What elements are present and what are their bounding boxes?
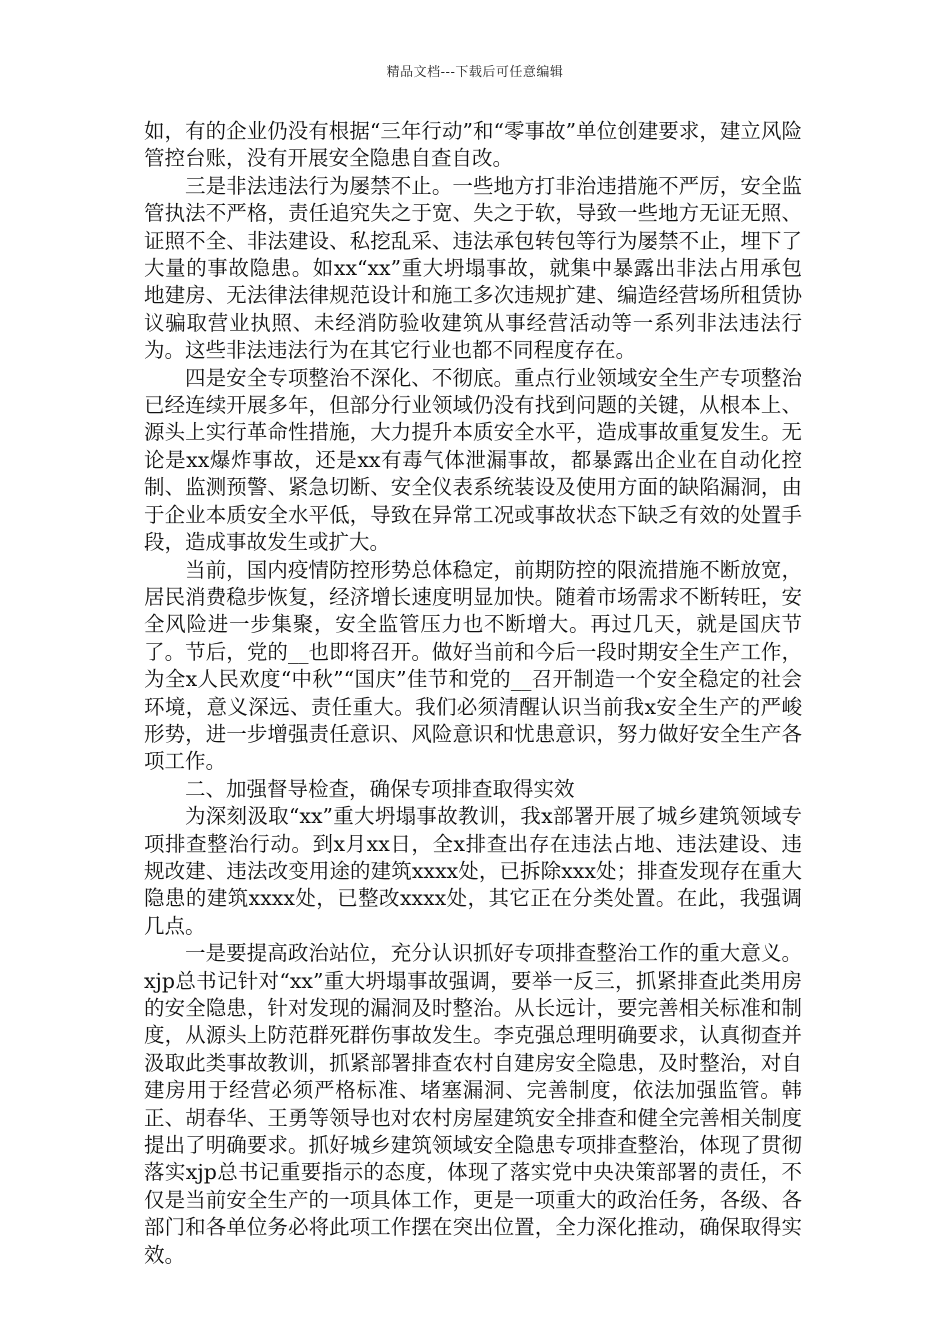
page-header: 精品文档---下载后可任意编辑 (386, 65, 564, 80)
paragraph-1: 如，有的企业仍没有根据“三年行动”和“零事故”单位创建要求，建立风险管控台账，没有开展安全隐患自查自改。 (144, 119, 802, 171)
paragraph-5: 为深刻汲取“xx”重大坍塌事故教训，我x部署开展了城乡建筑领域专项排查整治行动。到x月xx日，全x排查出存在违法占地、违法建设、违规改建、违法改变用途的建筑xxxx处，已拆除xxx处；排查发现存在重大隐患的建筑xxxx处，已整改xxxx处，其它正在分类处置。在此，我强调几点。 (144, 804, 802, 938)
paragraph-6: 一是要提高政治站位，充分认识抓好专项排查整治工作的重大意义。xjp总书记针对“xx”重大坍塌事故强调，要举一反三，抓紧排查此类用房的安全隐患，针对发现的漏洞及时整治。从长远计，要完善相关标准和制度，从源头上防范群死群伤事故发生。李克强总理明确要求，认真彻查并汲取此类事故教训，抓紧部署排查农村自建房安全隐患，及时整治，对自建房用于经营必须严格标准、堵塞漏洞、完善制度，依法加强监管。韩正、胡春华、王勇等领导也对农村房屋建筑安全排查和健全完善相关制度提出了明确要求。抓好城乡建筑领域安全隐患专项排查整治，体现了贯彻落实xjp总书记重要指示的态度，体现了落实党中央决策部署的责任，不仅是当前安全生产的一项具体工作，更是一项重大的政治任务，各级、各部门和各单位务必将此项工作摆在突出位置，全力深化推动，确保取得实效。 (144, 941, 802, 1267)
section-heading: 二、加强督导检查，确保专项排查取得实效 (185, 776, 575, 801)
paragraph-4: 当前，国内疫情防控形势总体稳定，前期防控的限流措施不断放宽，居民消费稳步恢复，经济增长速度明显加快。随着市场需求不断转旺，安全风险进一步集聚，安全监管压力也不断增大。再过几天，就是国庆节了。节后，党的__也即将召开。做好当前和今后一段时期安全生产工作，为全x人民欢度“中秋”“国庆”佳节和党的__召开制造一个安全稳定的社会环境，意义深远、责任重大。我们必须清醒认识当前我x安全生产的严峻形势，进一步增强责任意识、风险意识和忧患意识，努力做好安全生产各项工作。 (144, 557, 802, 774)
paragraph-3: 四是安全专项整治不深化、不彻底。重点行业领域安全生产专项整治已经连续开展多年，但部分行业领域仍没有找到问题的关键，从根本上、源头上实行革命性措施，大力提升本质安全水平，造成事故重复发生。无论是xx爆炸事故，还是xx有毒气体泄漏事故，都暴露出企业在自动化控制、监测预警、紧急切断、安全仪表系统装设及使用方面的缺陷漏洞，由于企业本质安全水平低，导致在异常工况或事故状态下缺乏有效的处置手段，造成事故发生或扩大。 (144, 365, 802, 555)
paragraph-2: 三是非法违法行为屡禁不止。一些地方打非治违措施不严厉，安全监管执法不严格，责任追究失之于宽、失之于软，导致一些地方无证无照、证照不全、非法建设、私挖乱采、违法承包转包等行为屡禁不止，埋下了大量的事故隐患。如xx“xx”重大坍塌事故，就集中暴露出非法占用承包地建房、无法律法律规范设计和施工多次违规扩建、编造经营场所租赁协议骗取营业执照、未经消防验收建筑从事经营活动等一系列非法违法行为。这些非法违法行为在其它行业也都不同程度存在。 (144, 173, 802, 363)
document-body (144, 118, 802, 1269)
